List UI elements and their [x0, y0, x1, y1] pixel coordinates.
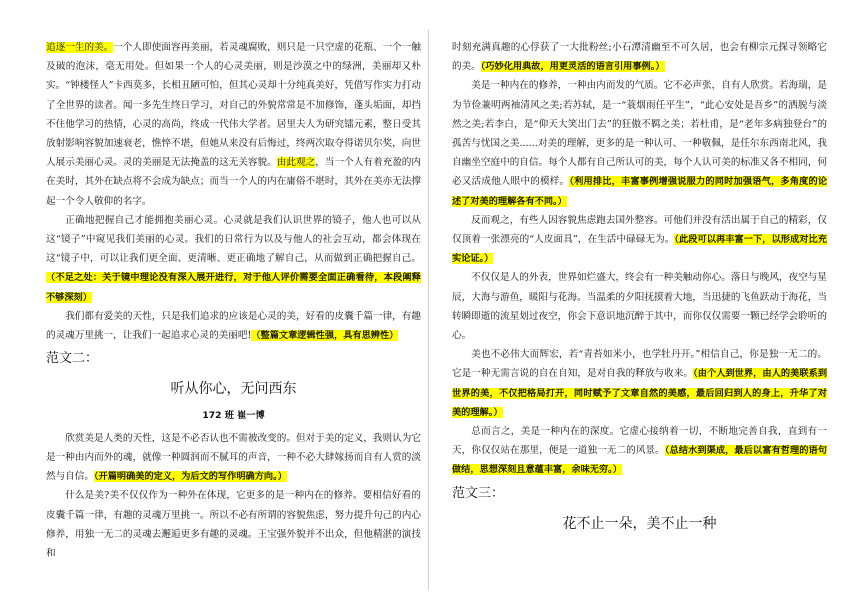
paragraph: [46, 38, 421, 211]
paragraph: [452, 211, 827, 269]
paragraph-text: 美是一种内在的修养，一种由内而发的气质。它不必声张，自有人欣赏。若海瑞，是为节俭兼明两袖清风之美;若苏轼，是一“蓑烟雨任平生”，“此心安处是吾乡”的洒脱与淡然之美;若李白，是“仰天大笑出门去”的狂傲不羁之美；若杜甫，是“老年多病独登台”的孤苦与忧国之美......对美的理解，更多的是一种认可、一种敬佩，是任尔东西南北风，我自幽坐空庭中的自信。每个人都有自己所认可的美，每个人认可美的标准又各不相同，何必又活成他人眼中的模样。: [452, 80, 827, 188]
paragraph-text: 不仅仅是人的外表，世界如烂盛大，终会有一种美触动你心。落日与晚风，夜空与星辰，大海与游鱼，暖阳与花海。当温柔的夕阳抚摸着大地，当迅捷的飞鱼跃动于海花，当转瞬即逝的流星划过夜空，你会下意识地沉醉于其中，而你仅仅需要一颗已经学会聆听的心。: [452, 272, 827, 342]
left-column: [46, 38, 421, 563]
paragraph: [46, 486, 421, 563]
essay-title: 听从你心，无问西东: [170, 381, 297, 398]
paragraph-text: 正确地把握自己才能拥抱美丽心灵。心灵就是我们认识世界的镜子，他人也可以从这“镜子”中窥见我们美丽的心灵。我们的日常行为以及与他人的社会互动，都会体现在这“镜子中，可以让我们更全面、更清晰、更正确地了解自己，从而做到正确把握自己。: [46, 214, 421, 265]
section-heading: 范文二：: [46, 351, 99, 367]
paragraph-text: 一个人即使面容再美丽，若灵魂腐败，则只是一只空虚的花瓶、一个一触及破的泡沫，毫无用处。但如果一个人的心灵美丽，则是沙漠之中的绿洲，美丽却又朴实。“钟楼怪人”卡西莫多，长相丑陋可怕，但其心灵却十分纯真美好，凭借写作实力打动了全世界的读者。闻一多先生终日学习，对自己的外貌常常是不加修饰，蓬头垢面，却挡不住他学习的热情，心灵的高尚，终成一代伟大学者。居里夫人为研究镭元素，整日受其放射影响容貌加速衰老，憔悴不堪，但她从来没有后悔过，终两次取夺得诺贝尔奖，向世人展示美丽心灵。灵的美丽是无法掩盖的这无关容貌。: [46, 42, 421, 169]
paragraph: [452, 345, 827, 422]
column-divider: [428, 30, 429, 590]
paragraph: [46, 307, 421, 345]
essay-author: 172 班 崔一博: [202, 409, 265, 421]
paragraph: [46, 429, 421, 487]
paragraph-text: 什么是美?美不仅仅作为一种外在体现，它更多的是一种内在的修养。要相信好看的皮囊千篇一律，有趣的灵魂万里挑一。所以不必有所谓的容貌焦虑，努力提升句己的内心修养，用独一无二的灵魂去邂逅更多有趣的灵魂。王宝强外貌并不出众，但他精湛的演技和: [46, 490, 421, 560]
paragraph-text: 美也不必伟大而辉宏，若“青苔如米小，也学牡丹开。”相信自己，你是独一无二的。它是一种无需言说的自在自知，是对自我的释放与收来。: [452, 349, 827, 380]
paragraph-text: 我们都有爱美的天性，只是我们追求的应该是心灵的美，好看的皮囊千篇一律，有趣的灵魂万里挑一，让我们一起追求心灵的美丽吧!: [46, 310, 421, 342]
paragraph: [452, 422, 827, 480]
annotation-note: （整篇文章逻辑性强，具有思辨性）: [251, 330, 399, 342]
annotation-note: （总结水到渠成，最后以富有哲理的语句做结，思想深刻且意蕴丰富，余味无穷。）: [452, 445, 827, 476]
right-column: [452, 38, 827, 540]
annotation-note: （开篇明确美的定义，为后文的写作明确方向。）: [93, 471, 287, 483]
paragraph-text: 总而言之，美是一种内在的深度。它虚心接纳着一切，不断地完善自我，直到有一天，你仅仅站在那里，便是一道独一无二的风景。: [452, 426, 827, 457]
paragraph-text: ，当一个人有着充盈的内在美时，其外在缺点将不会成为缺点；而当一个人的内在庸俗不堪时，其外在美亦无法撑起一个令人敬仰的名字。: [46, 157, 422, 207]
paragraph-text: 欣赏美是人类的天性，这是不必否认也不需被改变的。但对于美的定义，我则认为它是一种由内而外的魂，就像一种圆润而不腻耳的声音，一种不必大肆嫁扬而自有人赏的淡然与自信。: [46, 432, 421, 483]
paragraph: [452, 268, 827, 345]
annotation-note: （此段可以再丰富一下，以形成对比充实论证。）: [452, 234, 827, 265]
highlight: 追逐一生的美。: [46, 42, 114, 53]
annotation-note: （不足之处：关于镜中理论没有深入展开进行，对于他人评价需要全面正确看待，本段阐释不够深刻）: [46, 272, 421, 303]
paragraph: [46, 211, 421, 307]
paragraph-text: 时刻充满真趣的心俘获了一大批粉丝;小石潭清幽至不可久居，也会有柳宗元探寻领略它的美。: [452, 42, 827, 73]
annotation-note: （巧妙化用典故，用更灵活的语言引用事例。）: [480, 61, 665, 73]
paragraph: [452, 76, 827, 210]
annotation-note: （利用排比，丰富事例增强说服力的同时加强语气，多角度的论述了对美的理解各有不同。）: [452, 176, 828, 207]
paragraph: [452, 38, 827, 76]
annotation-note: （由个人到世界，由人的美联系到世界的美，不仅把格局打开，同时赋予了文章自然的美感，最后回归到人的身上，升华了对美的理解。）: [452, 368, 828, 418]
section-heading: 范文三：: [452, 485, 505, 501]
essay-title: 花不止一朵，美不止一种: [562, 515, 717, 532]
paragraph-text: 反而观之，有些人因容貌焦虑跑去国外整容。可他们并没有活出属于自己的精彩，仅仅顶着一张漂亮的“人皮面具”，在生活中碌碌无为。: [452, 214, 827, 246]
highlight: 由此观之: [276, 157, 316, 169]
